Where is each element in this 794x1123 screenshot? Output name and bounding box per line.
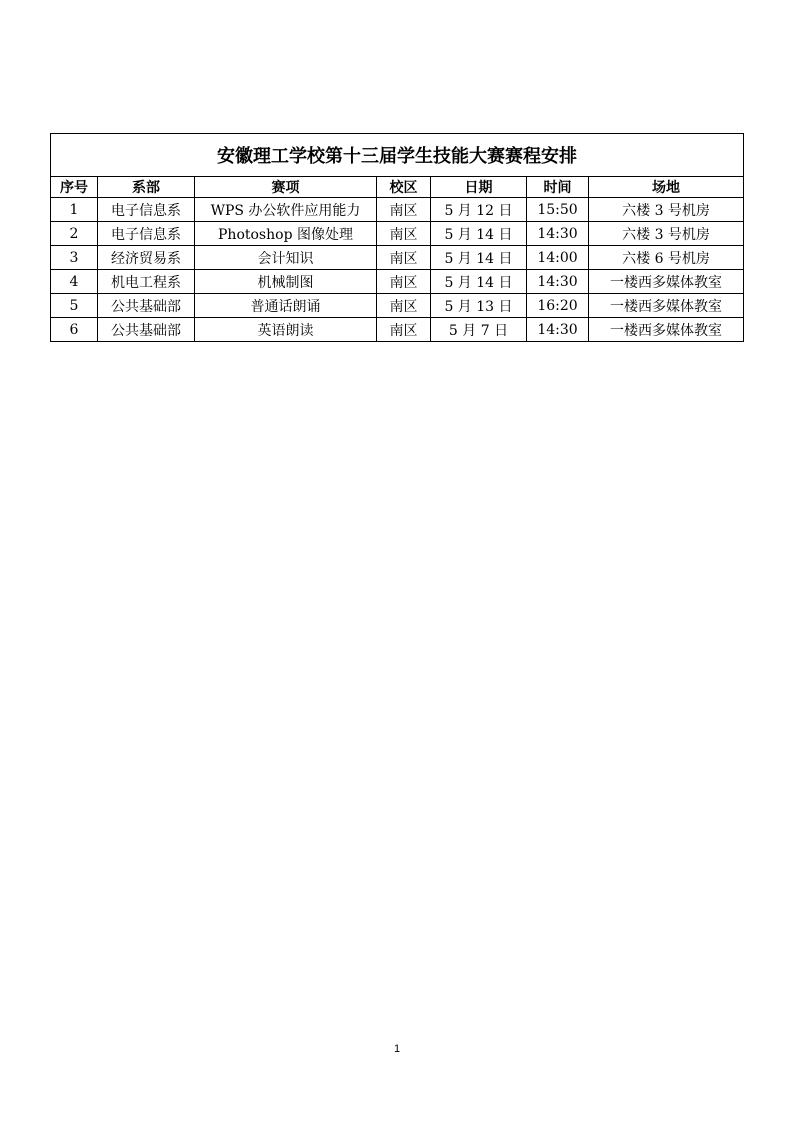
cell-event: WPS 办公软件应用能力 [195, 198, 377, 222]
cell-venue: 六楼 3 号机房 [589, 222, 744, 246]
cell-no: 6 [51, 318, 98, 342]
table-row [51, 198, 744, 222]
cell-campus: 南区 [377, 318, 431, 342]
schedule-table [50, 133, 744, 342]
cell-date: 5 月 14 日 [431, 222, 527, 246]
header-row [51, 177, 744, 198]
cell-campus: 南区 [377, 198, 431, 222]
cell-dept: 经济贸易系 [98, 246, 195, 270]
column-header-date: 日期 [431, 177, 527, 198]
table-title: 安徽理工学校第十三届学生技能大赛赛程安排 [51, 134, 744, 177]
cell-time: 14:30 [527, 270, 589, 294]
cell-event: Photoshop 图像处理 [195, 222, 377, 246]
cell-event: 英语朗读 [195, 318, 377, 342]
column-header-event: 赛项 [195, 177, 377, 198]
column-header-time: 时间 [527, 177, 589, 198]
cell-no: 5 [51, 294, 98, 318]
cell-dept: 公共基础部 [98, 318, 195, 342]
column-header-dept: 系部 [98, 177, 195, 198]
cell-campus: 南区 [377, 246, 431, 270]
cell-time: 14:00 [527, 246, 589, 270]
column-header-venue: 场地 [589, 177, 744, 198]
table-row [51, 270, 744, 294]
cell-dept: 公共基础部 [98, 294, 195, 318]
cell-time: 15:50 [527, 198, 589, 222]
cell-date: 5 月 13 日 [431, 294, 527, 318]
cell-no: 4 [51, 270, 98, 294]
cell-venue: 一楼西多媒体教室 [589, 318, 744, 342]
cell-event: 会计知识 [195, 246, 377, 270]
page-number: 1 [393, 1043, 401, 1055]
cell-date: 5 月 7 日 [431, 318, 527, 342]
cell-dept: 机电工程系 [98, 270, 195, 294]
table-row [51, 246, 744, 270]
table-row [51, 294, 744, 318]
cell-date: 5 月 12 日 [431, 198, 527, 222]
cell-venue: 六楼 6 号机房 [589, 246, 744, 270]
cell-dept: 电子信息系 [98, 198, 195, 222]
cell-campus: 南区 [377, 294, 431, 318]
column-header-campus: 校区 [377, 177, 431, 198]
column-header-no: 序号 [51, 177, 98, 198]
cell-time: 14:30 [527, 318, 589, 342]
schedule-sheet [50, 133, 743, 342]
cell-date: 5 月 14 日 [431, 246, 527, 270]
cell-venue: 一楼西多媒体教室 [589, 294, 744, 318]
cell-campus: 南区 [377, 222, 431, 246]
table-row [51, 222, 744, 246]
cell-no: 1 [51, 198, 98, 222]
cell-date: 5 月 14 日 [431, 270, 527, 294]
cell-no: 3 [51, 246, 98, 270]
cell-dept: 电子信息系 [98, 222, 195, 246]
cell-campus: 南区 [377, 270, 431, 294]
cell-time: 16:20 [527, 294, 589, 318]
cell-venue: 一楼西多媒体教室 [589, 270, 744, 294]
cell-event: 机械制图 [195, 270, 377, 294]
cell-no: 2 [51, 222, 98, 246]
cell-event: 普通话朗诵 [195, 294, 377, 318]
table-row [51, 318, 744, 342]
cell-venue: 六楼 3 号机房 [589, 198, 744, 222]
cell-time: 14:30 [527, 222, 589, 246]
